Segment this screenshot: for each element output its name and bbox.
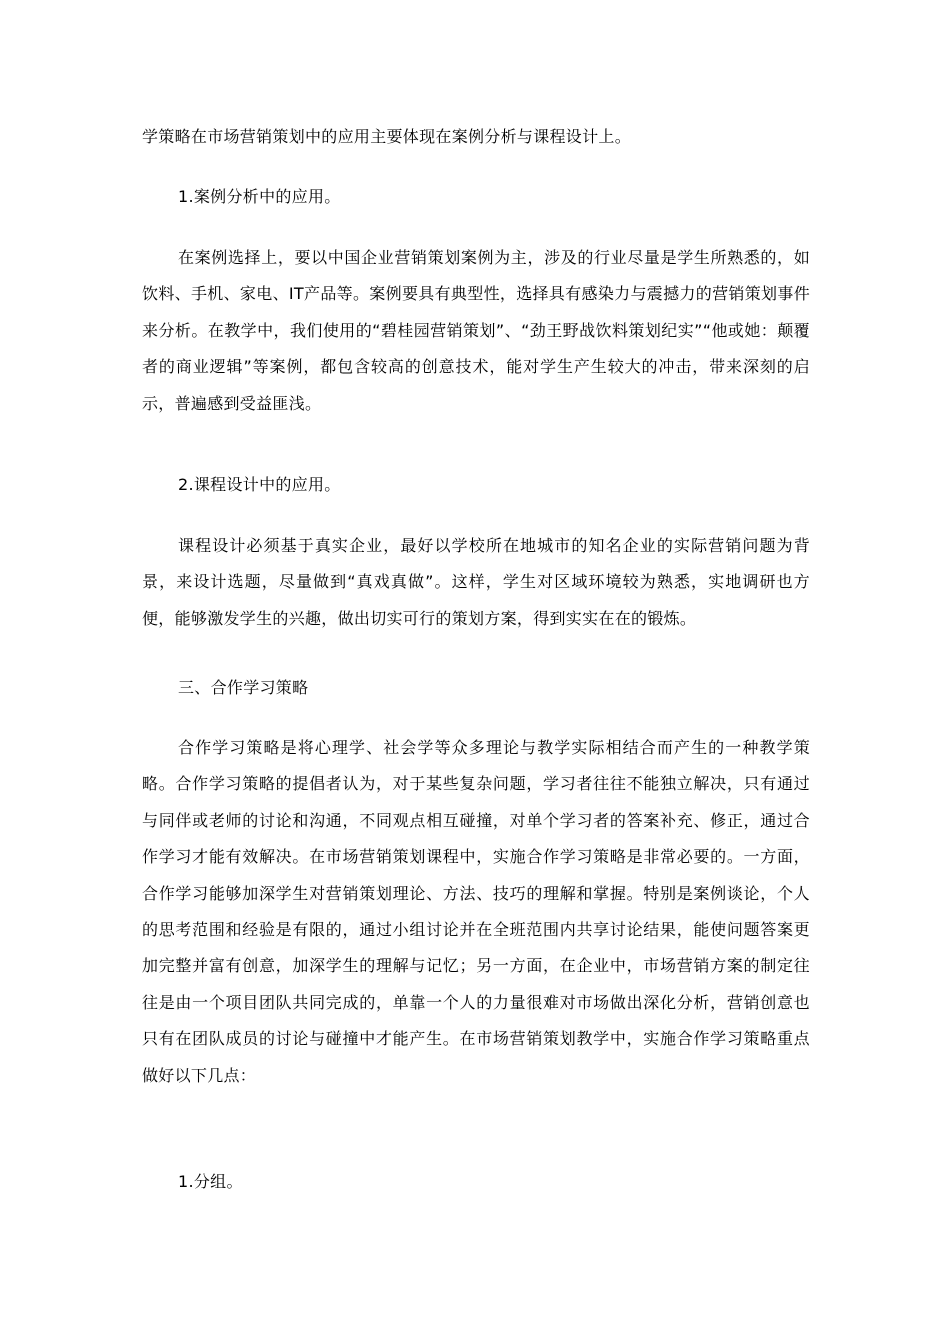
section-heading-course-design: 2.课程设计中的应用。 [178,475,341,494]
paragraph-continuation: 学策略在市场营销策划中的应用主要体现在案例分析与课程设计上。 [142,127,632,146]
section-heading-grouping: 1.分组。 [178,1172,243,1191]
paragraph-course-design: 课程设计必须基于真实企业，最好以学校所在地城市的知名企业的实际营销问题为背景，来设计选题，尽量做到“真戏真做”。这样，学生对区域环境较为熟悉，实地调研也方便，能够激发学生的兴趣，做出切实可行的策划方案，得到实实在在的锻炼。 [142,536,810,628]
paragraph-cooperative-learning: 合作学习策略是将心理学、社会学等众多理论与教学实际相结合而产生的一种教学策略。合作学习策略的提倡者认为，对于某些复杂问题，学习者往往不能独立解决，只有通过与同伴或老师的讨论和沟通，不同观点相互碰撞，对单个学习者的答案补充、修正，通过合作学习才能有效解决。在市场营销策划课程中，实施合作学习策略是非常必要的。一方面，合作学习能够加深学生对营销策划理论、方法、技巧的理解和掌握。特别是案例谈论，个人的思考范围和经验是有限的，通过小组讨论并在全班范围内共享讨论结果，能使问题答案更加完整并富有创意，加深学生的理解与记忆；另一方面，在企业中，市场营销方案的制定往往是由一个项目团队共同完成的，单靠一个人的力量很难对市场做出深化分析，营销创意也只有在团队成员的讨论与碰撞中才能产生。在市场营销策划教学中，实施合作学习策略重点做好以下几点： [142,738,810,1085]
section-heading-case-analysis: 1.案例分析中的应用。 [178,187,341,206]
section-heading-cooperative-learning: 三、合作学习策略 [178,678,309,697]
paragraph-case-selection: 在案例选择上，要以中国企业营销策划案例为主，涉及的行业尽量是学生所熟悉的，如饮料、手机、家电、IT产品等。案例要具有典型性，选择具有感染力与震撼力的营销策划事件来分析。在教学中，我们使用的“碧桂园营销策划”、“劲王野战饮料策划纪实”“他或她：颠覆者的商业逻辑”等案例，都包含较高的创意技术，能对学生产生较大的冲击，带来深刻的启示，普遍感到受益匪浅。 [142,248,810,413]
